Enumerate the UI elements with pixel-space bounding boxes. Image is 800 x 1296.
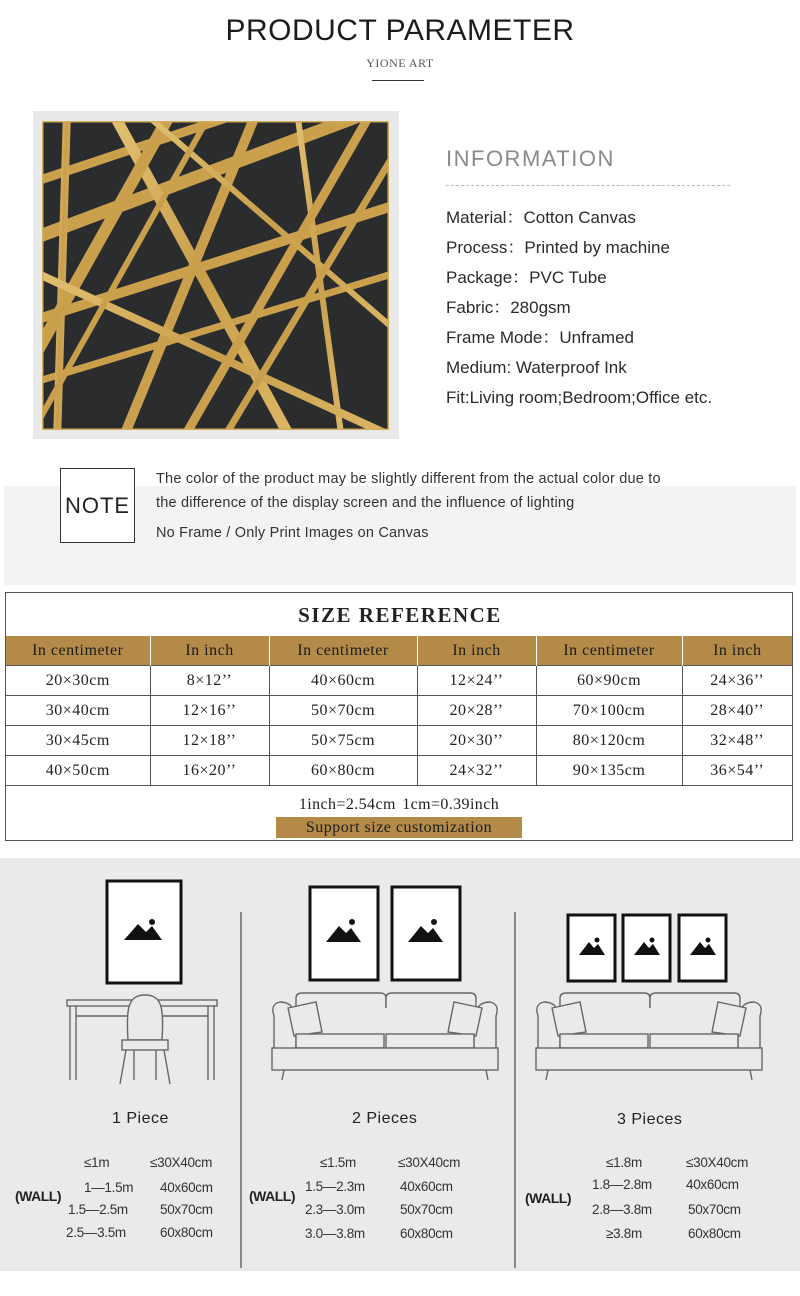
- table-cell: 50×70cm: [269, 696, 417, 726]
- table-cell: 90×135cm: [536, 756, 682, 786]
- info-package: Package：PVC Tube: [446, 268, 607, 287]
- room-layout-illustration: [0, 858, 800, 1098]
- table-cell: 70×100cm: [536, 696, 682, 726]
- info-medium: Medium: Waterproof Ink: [446, 358, 627, 377]
- col-header-centimeter: In centimeter: [536, 636, 682, 666]
- layout-label-3-pieces: 3 Pieces: [617, 1111, 683, 1128]
- sofa-icon: [272, 993, 498, 1080]
- wall-width: 2.3—3.0m: [305, 1202, 365, 1217]
- table-cell: 30×45cm: [6, 726, 150, 756]
- table-row: [6, 666, 792, 696]
- table-cell: 16×20’’: [150, 756, 269, 786]
- frame-icon: [679, 915, 726, 981]
- table-cell: 36×54’’: [682, 756, 792, 786]
- info-fit: Fit:Living room;Bedroom;Office etc.: [446, 388, 713, 407]
- recommended-size: 50x70cm: [160, 1202, 213, 1217]
- recommended-size: 60x80cm: [688, 1226, 741, 1241]
- table-cell: 28×40’’: [682, 696, 792, 726]
- table-cell: 60×90cm: [536, 666, 682, 696]
- info-process: Process：Printed by machine: [446, 238, 670, 257]
- table-cell: 20×30’’: [417, 726, 536, 756]
- recommended-size: 40x60cm: [400, 1179, 453, 1194]
- wall-label: (WALL): [249, 1188, 295, 1204]
- frame-icon: [310, 887, 378, 980]
- note-label: NOTE: [60, 468, 135, 543]
- wall-width: ≤1.5m: [320, 1155, 356, 1170]
- recommended-size: 40x60cm: [160, 1180, 213, 1195]
- layout-label-2-pieces: 2 Pieces: [352, 1110, 418, 1127]
- info-material: Material：Cotton Canvas: [446, 208, 636, 227]
- table-cell: 24×36’’: [682, 666, 792, 696]
- information-list: [446, 206, 712, 416]
- frame-icon: [107, 881, 181, 983]
- table-cell: 12×18’’: [150, 726, 269, 756]
- table-cell: 40×50cm: [6, 756, 150, 786]
- table-cell: 40×60cm: [269, 666, 417, 696]
- wall-label: (WALL): [15, 1188, 61, 1204]
- wall-width: ≥3.8m: [606, 1226, 642, 1241]
- wall-width: ≤1.8m: [606, 1155, 642, 1170]
- info-fabric: Fabric：280gsm: [446, 298, 571, 317]
- size-table-header-row: [6, 636, 792, 666]
- recommended-size: 60x80cm: [400, 1226, 453, 1241]
- wall-width: 2.5—3.5m: [66, 1225, 126, 1240]
- wall-label: (WALL): [525, 1190, 571, 1206]
- recommended-size: 50x70cm: [400, 1202, 453, 1217]
- info-frame-mode: Frame Mode：Unframed: [446, 328, 635, 347]
- size-reference-title: SIZE REFERENCE: [298, 603, 502, 627]
- table-row: [6, 696, 792, 726]
- note-text-line-3: No Frame / Only Print Images on Canvas: [156, 525, 429, 541]
- size-reference-section: [5, 592, 793, 841]
- table-cell: 20×30cm: [6, 666, 150, 696]
- unit-conversion-text: 1inch=2.54cm 1cm=0.39inch: [298, 796, 500, 813]
- col-header-inch: In inch: [417, 636, 536, 666]
- brand-name: YIONE ART: [366, 56, 434, 70]
- wall-width: 2.8—3.8m: [592, 1202, 652, 1217]
- frame-icon: [623, 915, 670, 981]
- size-table: [6, 636, 792, 786]
- table-cell: 32×48’’: [682, 726, 792, 756]
- table-cell: 8×12’’: [150, 666, 269, 696]
- table-row: [6, 726, 792, 756]
- recommended-size: 60x80cm: [160, 1225, 213, 1240]
- wall-width: 1.5—2.3m: [305, 1179, 365, 1194]
- col-header-centimeter: In centimeter: [6, 636, 150, 666]
- layout-label-1-piece: 1 Piece: [112, 1110, 169, 1127]
- customization-badge: Support size customization: [276, 817, 522, 838]
- note-text-line-1: The color of the product may be slightly different from the actual color due to: [156, 471, 661, 487]
- wall-width: 1.8—2.8m: [592, 1177, 652, 1192]
- table-cell: 80×120cm: [536, 726, 682, 756]
- recommended-size: ≤30X40cm: [398, 1155, 461, 1170]
- frame-icon: [392, 887, 460, 980]
- note-text-line-2: the difference of the display screen and the influence of lighting: [156, 495, 575, 511]
- recommended-size: 50x70cm: [688, 1202, 741, 1217]
- col-header-centimeter: In centimeter: [269, 636, 417, 666]
- table-cell: 12×16’’: [150, 696, 269, 726]
- frame-icon: [568, 915, 615, 981]
- table-cell: 60×80cm: [269, 756, 417, 786]
- recommended-size: ≤30X40cm: [686, 1155, 749, 1170]
- information-heading: INFORMATION: [446, 146, 615, 171]
- page-title: PRODUCT PARAMETER: [225, 14, 575, 47]
- chair-icon: [120, 995, 170, 1084]
- recommended-size: 40x60cm: [686, 1177, 739, 1192]
- table-cell: 12×24’’: [417, 666, 536, 696]
- wall-width: 1.5—2.5m: [68, 1202, 128, 1217]
- product-artwork-image: [42, 121, 389, 430]
- sofa-icon: [536, 993, 762, 1080]
- col-header-inch: In inch: [682, 636, 792, 666]
- col-header-inch: In inch: [150, 636, 269, 666]
- information-divider: [446, 185, 730, 186]
- table-cell: 30×40cm: [6, 696, 150, 726]
- recommended-size: ≤30X40cm: [150, 1155, 213, 1170]
- brand-underline: [372, 80, 424, 81]
- wall-width: 1—1.5m: [84, 1180, 134, 1195]
- wall-width: 3.0—3.8m: [305, 1226, 365, 1241]
- wall-width: ≤1m: [84, 1155, 110, 1170]
- table-cell: 20×28’’: [417, 696, 536, 726]
- table-cell: 24×32’’: [417, 756, 536, 786]
- table-cell: 50×75cm: [269, 726, 417, 756]
- table-row: [6, 756, 792, 786]
